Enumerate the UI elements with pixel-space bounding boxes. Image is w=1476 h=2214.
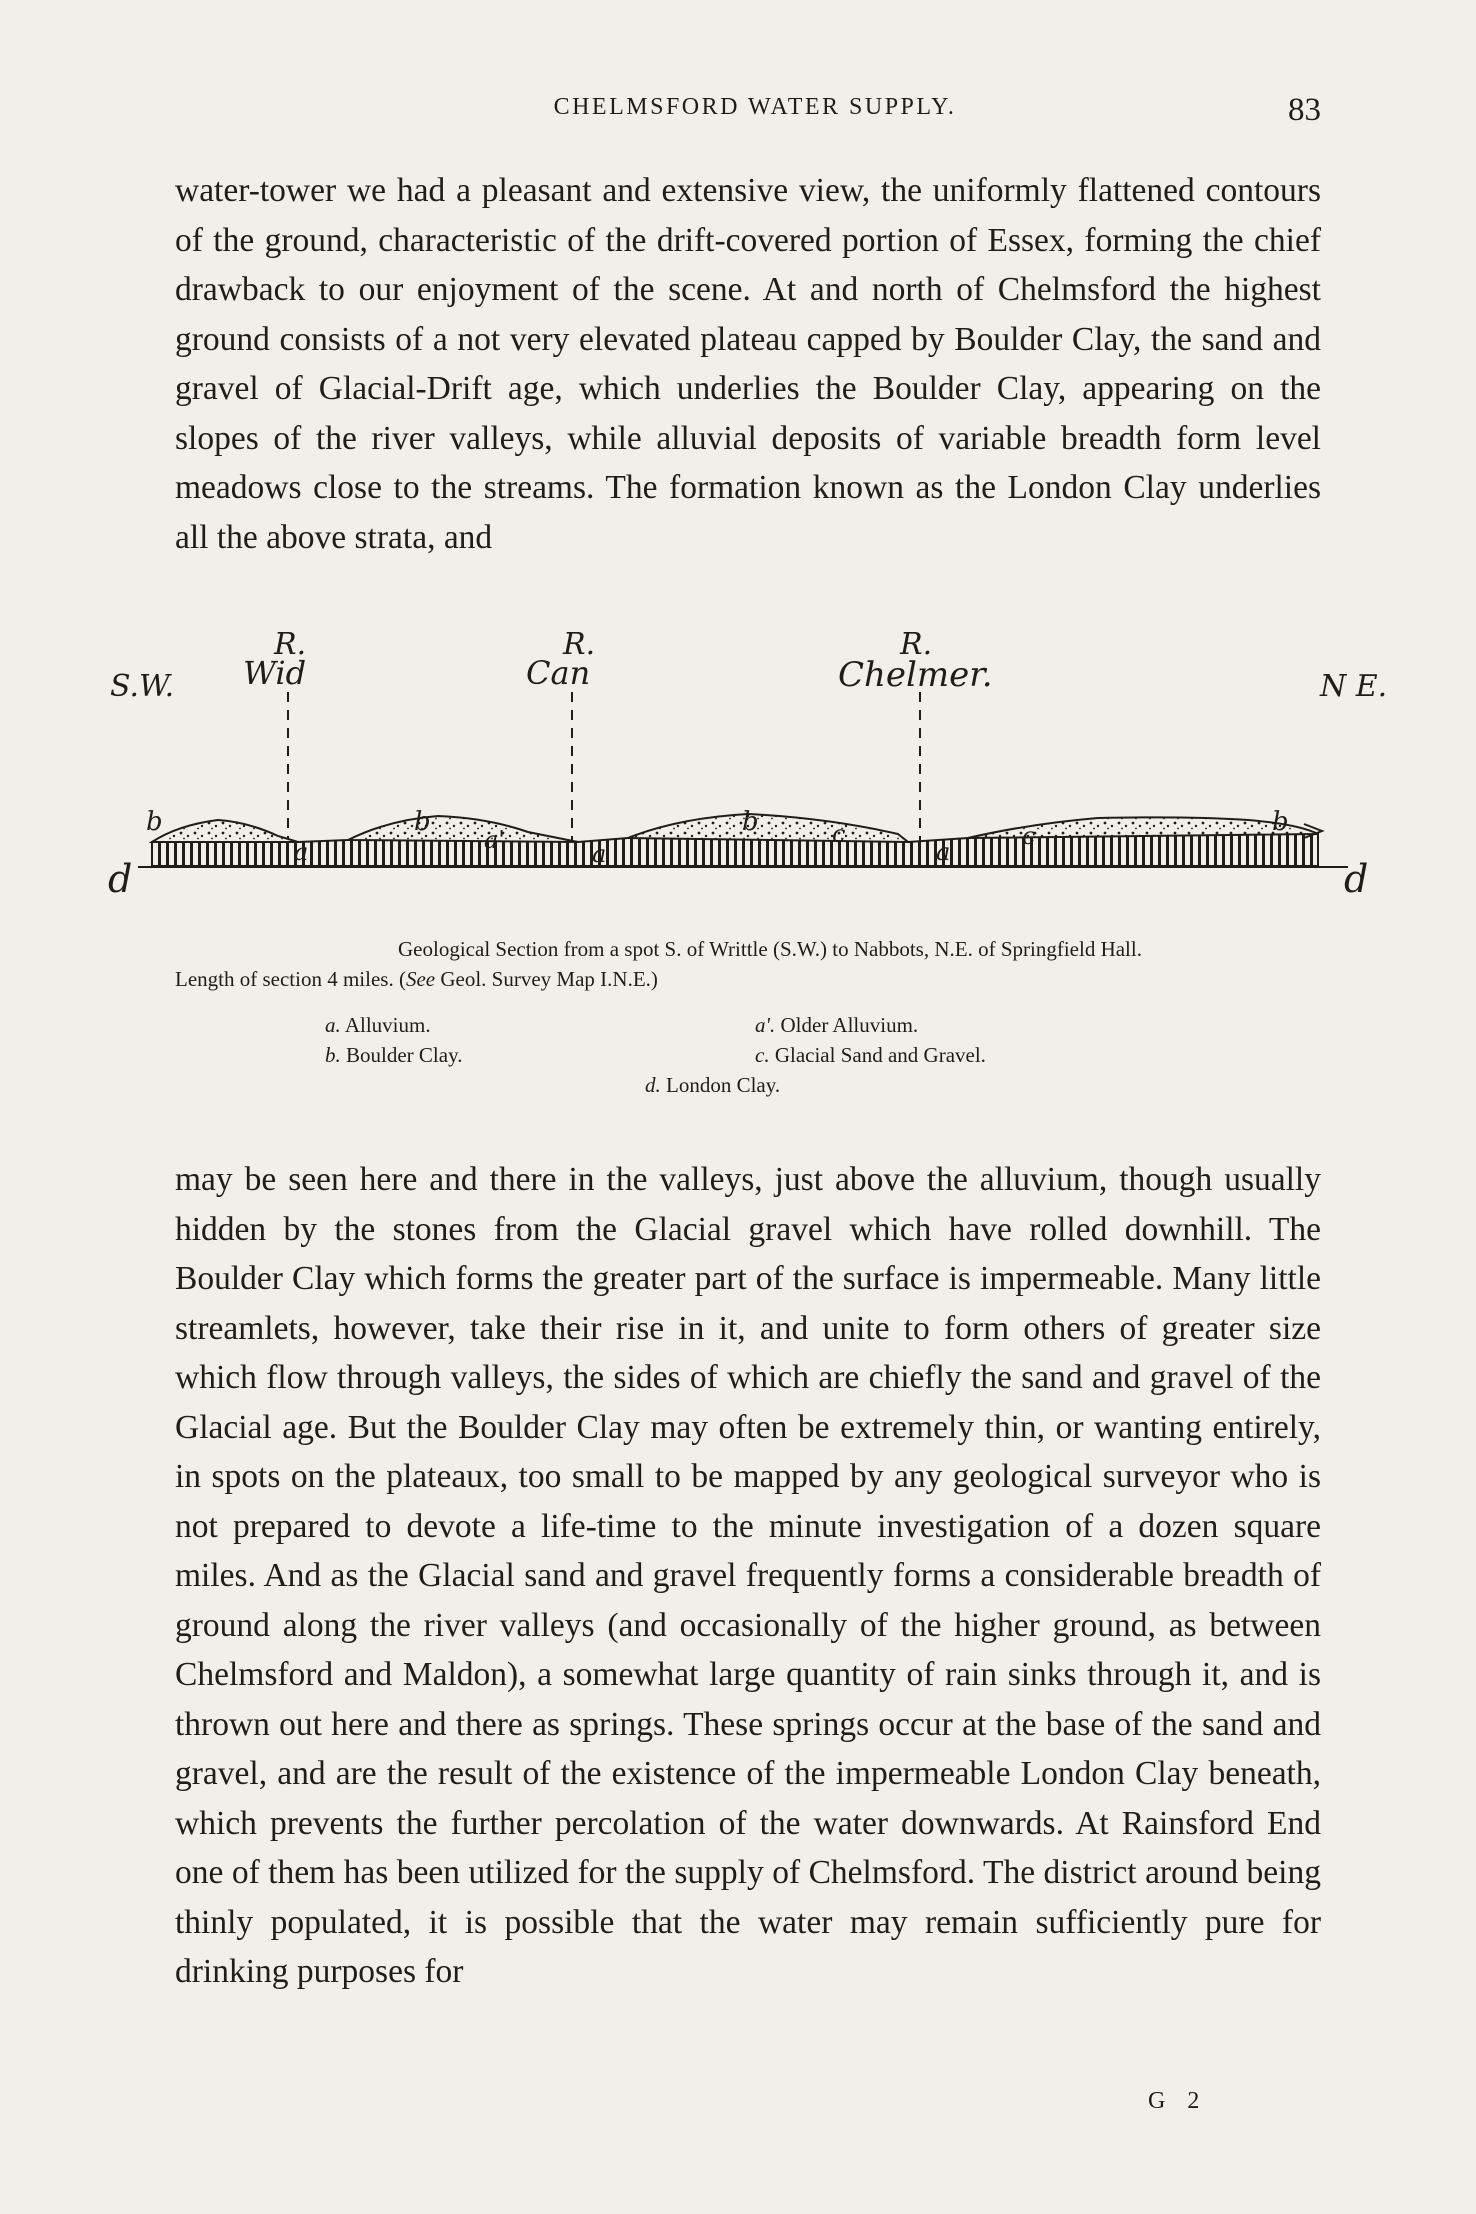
legend-london-clay: d. London Clay. (645, 1073, 781, 1097)
label-a-1: a (294, 838, 309, 866)
label-b-2: b (414, 807, 431, 837)
river-wid-r: R. (274, 627, 307, 662)
boulder-clay-hill-2 (348, 816, 578, 842)
signature-mark: G 2 (1148, 2088, 1208, 2114)
boulder-clay-hill-4 (968, 817, 1318, 838)
label-a-2: a (592, 840, 607, 868)
river-can-r: R. (563, 627, 596, 662)
caption-line-2-end: Geol. Survey Map I.N.E.) (435, 967, 658, 991)
figure-caption (175, 934, 1365, 1097)
river-can-name: Can (526, 654, 591, 692)
legend-alluvium: a. Alluvium. (325, 1013, 431, 1037)
caption-see: See (405, 967, 436, 991)
geological-section-figure (108, 620, 1390, 920)
boulder-clay-hill-1 (152, 820, 298, 842)
label-d-right: d (1344, 857, 1369, 901)
page-number: 83 (1288, 92, 1321, 128)
direction-ne: N E. (1320, 669, 1388, 704)
legend-boulder-clay: b. Boulder Clay. (325, 1043, 463, 1067)
legend-older-alluvium: a'. Older Alluvium. (755, 1013, 919, 1037)
running-head: CHELMSFORD WATER SUPPLY. (553, 94, 957, 120)
label-a-prime: a' (484, 826, 505, 854)
figure-legend (175, 1010, 1365, 1106)
caption-line-2-start: Length of section 4 miles. ( (175, 967, 406, 991)
paragraph-1: water-tower we had a pleasant and extensive view, the uniformly flattened contours of the ground, characteristic of the drift-covered portion of Essex, forming the chief drawback to our enjoyment of the scene. At and north of Chelmsford the highest ground consists of a not very elevated plateau capped by Boulder Clay, the sand and gravel of Glacial-Drift age, which underlies the Boulder Clay, appearing on the slopes of the river valleys, while alluvial deposits of variable breadth form level meadows close to the streams. The formation known as the London Clay underlies all the above strata, and (175, 172, 1321, 556)
direction-sw: S.W. (110, 669, 175, 704)
boulder-clay-hill-3 (628, 814, 908, 842)
label-b-1: b (146, 807, 163, 837)
river-chelmer-name: Chelmer. (838, 655, 993, 695)
page-header (175, 92, 1335, 132)
label-c-2: c (1022, 822, 1036, 850)
caption-line-1: Geological Section from a spot S. of Writtle (S.W.) to Nabbots, N.E. of Springfield Hall. (398, 937, 1142, 961)
geological-section-drawing (108, 620, 1390, 920)
label-d-left: d (108, 857, 133, 901)
paragraph-2: may be seen here and there in the valleys, just above the alluvium, though usually hidden by the stones from the Glacial gravel which have rolled downhill. The Boulder Clay which forms the greater part of the surface is impermeable. Many little streamlets, however, take their rise in it, and unite to form others of greater size which flow through valleys, the sides of which are chiefly the sand and gravel of the Glacial age. But the Boulder Clay may often be extremely thin, or wanting entirely, in spots on the plateaux, too small to be mapped by any geological surveyor who is not prepared to devote a life-time to the minute investigation of a dozen square miles. And as the Glacial sand and gravel frequently forms a considerable breadth of ground along the river valleys (and occasionally of the higher ground, as between Chelmsford and Maldon), a somewhat large quantity of rain sinks through it, and is thrown out here and there as springs. These springs occur at the base of the sand and gravel, and are the result of the existence of the impermeable London Clay beneath, which prevents the further percolation of the water downwards. At Rainsford End one of them has been utilized for the supply of Chelmsford. The district around being thinly populated, it is possible that the water may remain sufficiently pure for drinking purposes for (175, 1161, 1321, 1990)
legend-glacial-sand: c. Glacial Sand and Gravel. (755, 1043, 986, 1067)
caption-line-2 (175, 964, 1365, 994)
label-a-3: a (936, 838, 951, 866)
river-wid-name: Wid (243, 654, 307, 692)
label-c-1: c (832, 820, 846, 848)
river-chelmer-r: R. (900, 627, 933, 662)
label-b-3: b (742, 807, 759, 837)
label-b-4: b (1272, 807, 1289, 837)
